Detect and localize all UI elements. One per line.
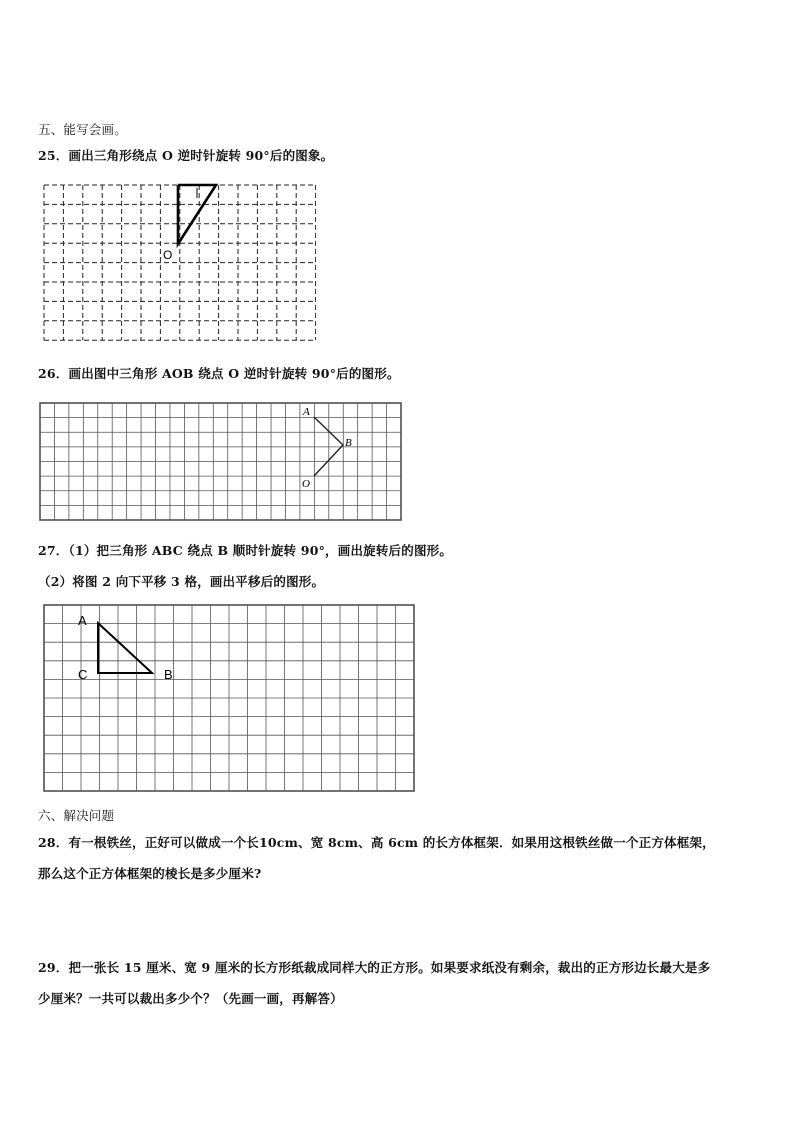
section-5-title: 五、能写会画。	[38, 122, 127, 137]
q27-grid-figure	[42, 603, 416, 793]
question-28-line-2: 那么这个正方体框架的棱长是多少厘米?	[38, 866, 262, 881]
q27-grid-lines	[44, 605, 414, 791]
question-27-text-1: 27．（1）把三角形 ABC 绕点 B 顺时针旋转 90°，画出旋转后的图形。	[38, 543, 453, 558]
q27-label-c: C	[78, 667, 88, 682]
q26-label-a: A	[303, 406, 310, 418]
q25-dashed-grid-figure	[40, 180, 316, 342]
q27-label-b: B	[164, 667, 173, 682]
q26-label-o: O	[302, 478, 310, 490]
q26-label-b: B	[345, 437, 352, 449]
question-29-line-1: 29．把一张长 15 厘米、宽 9 厘米的长方形纸裁成同样大的正方形。如果要求纸没有剩余，裁出的正方形边长最大是多	[38, 960, 711, 975]
question-25-text: 25．画出三角形绕点 O 逆时针旋转 90°后的图象。	[38, 148, 334, 163]
question-26-text: 26．画出图中三角形 AOB 绕点 O 逆时针旋转 90°后的图形。	[38, 366, 400, 381]
q25-label-o: O	[163, 248, 173, 262]
question-28-line-1: 28．有一根铁丝，正好可以做成一个长10cm、宽 8cm、高 6cm 的长方体框架．如果用这根铁丝做一个正方体框架，	[38, 835, 715, 850]
question-27-text-2: （2）将图 2 向下平移 3 格，画出平移后的图形。	[38, 574, 325, 589]
section-6-title: 六、解决问题	[38, 808, 115, 823]
q27-label-a: A	[78, 613, 87, 628]
q25-dashed-grid	[44, 185, 316, 340]
q26-grid-figure	[38, 401, 404, 523]
question-29-line-2: 少厘米？一共可以裁出多少个？（先画一画，再解答）	[38, 991, 343, 1006]
